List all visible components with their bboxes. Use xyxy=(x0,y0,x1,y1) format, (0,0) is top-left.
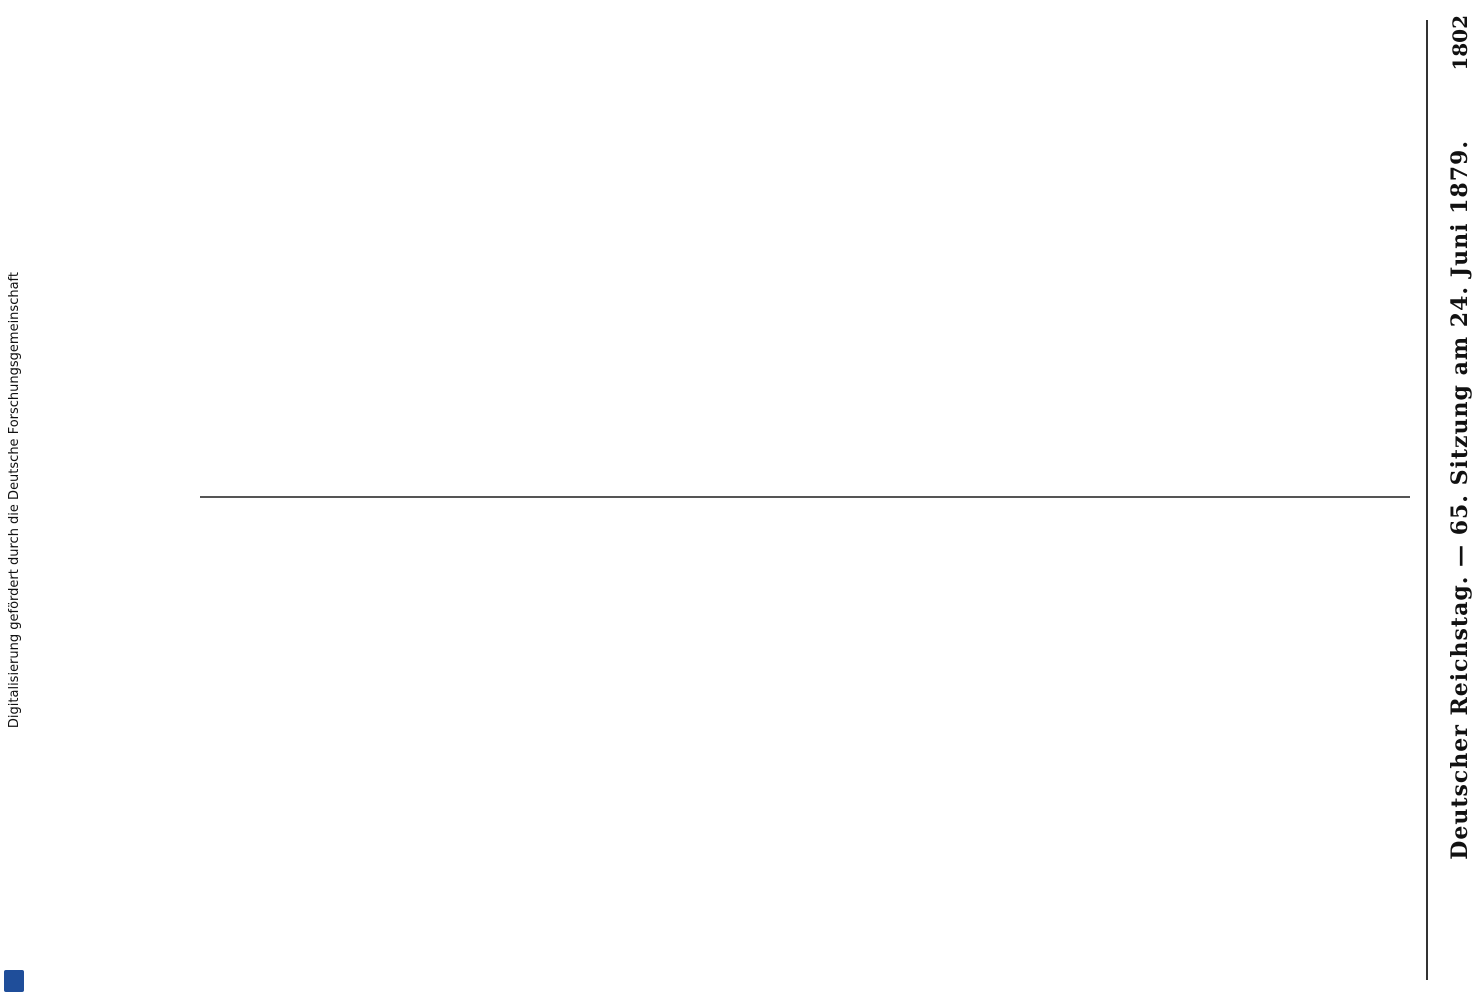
dfg-logo-icon xyxy=(4,970,24,992)
header-rule xyxy=(1426,20,1428,980)
running-title: Deutscher Reichstag. — 65. Sitzung am 24. Juni 1879. xyxy=(1447,140,1473,860)
digitization-footer: Digitalisierung gefördert durch die Deutsche Forschungsgemeinschaft xyxy=(6,271,22,729)
text-column-right xyxy=(200,510,1410,970)
document-page xyxy=(80,0,1473,1000)
page-number: 1802 xyxy=(1448,15,1472,71)
text-column-left xyxy=(200,30,1410,490)
column-divider xyxy=(200,496,1410,498)
